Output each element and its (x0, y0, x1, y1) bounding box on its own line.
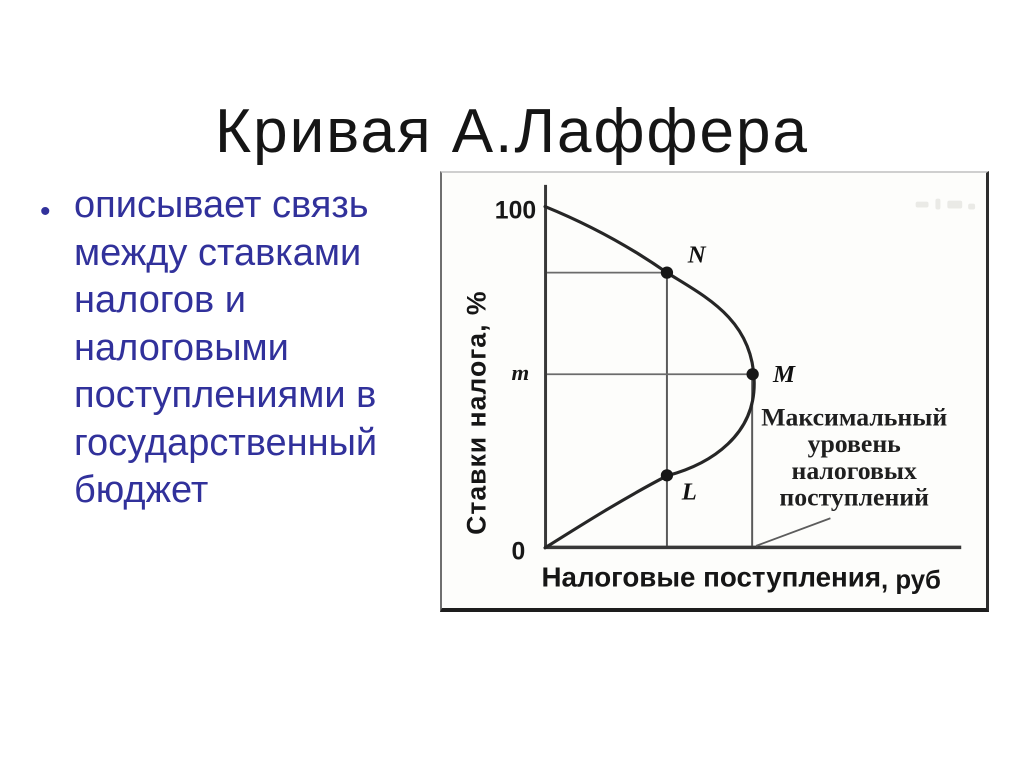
y-axis-label-m: m (511, 360, 530, 386)
y-axis-title: Ставки налога, % (461, 290, 492, 535)
point-m-dot (747, 368, 759, 380)
bullet-text-line: поступлениями в (74, 374, 377, 416)
laffer-curve (545, 207, 754, 548)
y-axis-label-0: 0 (511, 538, 526, 566)
x-axis-unit: , руб (881, 566, 941, 595)
y-axis-label-100: 100 (494, 197, 537, 225)
bullet-marker: • (40, 195, 51, 228)
x-axis-title (542, 561, 941, 594)
bullet-item (40, 182, 434, 515)
point-n-dot (661, 267, 673, 279)
annotation-line: Максимальный (761, 402, 948, 432)
annotation-line: налоговых (791, 455, 917, 485)
bullet-text-line: налоговыми (74, 326, 289, 369)
page-title: Кривая А.Лаффера (215, 96, 809, 166)
bullet-text-line: описывает связь (74, 184, 369, 226)
annotation-pointer-line (756, 518, 830, 546)
point-l-dot (661, 469, 673, 481)
laffer-curve-chart (440, 171, 989, 612)
annotation-line: поступлений (779, 482, 929, 512)
x-axis-title-main: Налоговые поступления (541, 561, 882, 593)
point-n-label: N (687, 241, 706, 269)
max-revenue-annotation (761, 403, 947, 512)
point-l-label: L (681, 478, 697, 506)
point-m-label: M (772, 361, 795, 389)
bullet-text (74, 182, 434, 515)
bullet-text-line: государственный (74, 421, 378, 464)
laffer-curve-plot (442, 173, 986, 608)
bullet-text-line: бюджет (74, 469, 209, 511)
bullet-text-line: налогов и (74, 279, 246, 321)
bullet-text-line: между ставками (74, 231, 362, 274)
annotation-line: уровень (807, 429, 901, 459)
scan-artifact (916, 199, 975, 210)
